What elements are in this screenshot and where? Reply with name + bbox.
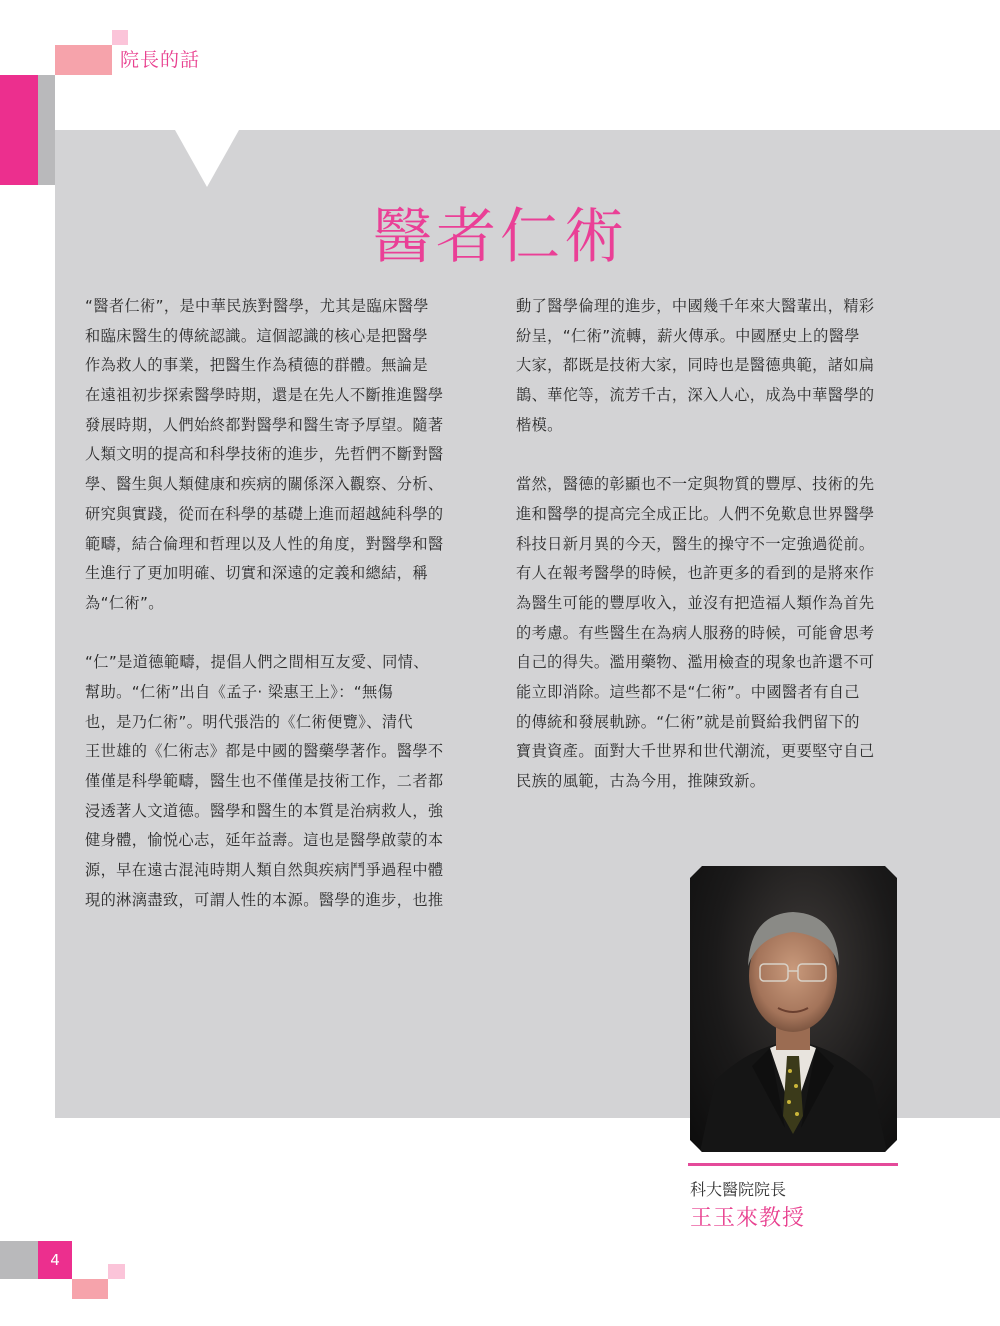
header-decoration-pink [55, 45, 112, 75]
article-line: 王世雄的《仁術志》都是中國的醫藥學著作。醫學不 [85, 742, 444, 761]
footer-decoration-pink [72, 1279, 108, 1299]
article-line: 有人在報考醫學的時候，也許更多的看到的是將來作 [516, 564, 875, 583]
article-line: 健身體，愉悦心志，延年益壽。這也是醫學啟蒙的本 [85, 831, 444, 850]
article-line: 人類文明的提高和科學技術的進步，先哲們不斷對醫 [85, 445, 444, 464]
article-line: 作為救人的事業，把醫生作為積德的群體。無論是 [85, 356, 428, 375]
article-line: 動了醫學倫理的進步，中國幾千年來大醫輩出，精彩 [516, 297, 875, 315]
article-line: 為醫生可能的豐厚收入，並沒有把造福人類作為首先 [516, 593, 875, 612]
article-line: 大家，都既是技術大家，同時也是醫德典範，諸如扁 [516, 356, 875, 375]
article-line: 學、醫生與人類健康和疾病的關係深入觀察、分析、 [85, 475, 444, 494]
footer-decoration-small [108, 1264, 125, 1279]
article-line: 也，是乃仁術”。明代張浩的《仁術便覽》、清代 [85, 712, 414, 731]
article-line: 僅僅是科學範疇，醫生也不僅僅是技術工作，二者都 [85, 772, 444, 790]
article-line: “醫者仁術”，是中華民族對醫學，尤其是臨床醫學 [85, 297, 429, 315]
section-title: 院長的話 [120, 49, 201, 71]
article-line: 源，早在遠古混沌時期人類自然與疾病鬥爭過程中體 [85, 861, 444, 880]
signature-role: 科大醫院院長 [690, 1180, 787, 1199]
article-line: 自己的得失。濫用藥物、濫用檢查的現象也許還不可 [516, 653, 875, 672]
article-line: 幫助。“仁術”出自《孟子· 梁惠王上》：“無傷 [85, 682, 394, 701]
article-line: 在遠祖初步探索醫學時期，還是在先人不斷推進醫學 [85, 386, 444, 405]
signature-divider [688, 1163, 898, 1166]
article-line: 現的淋漓盡致，可謂人性的本源。醫學的進步，也推 [85, 890, 444, 909]
article-line: 為“仁術”。 [85, 593, 164, 612]
article-line: 寶貴資產。面對大千世界和世代潮流，更要堅守自己 [516, 742, 875, 761]
article-line: 鵲、華佗等，流芳千古，深入人心，成為中華醫學的 [516, 386, 875, 405]
paragraph-break [85, 619, 475, 649]
article-left-column [85, 292, 475, 915]
footer-decoration-grey [0, 1241, 38, 1279]
paragraph-break [516, 440, 906, 470]
portrait-photo [690, 866, 897, 1152]
article-line: 研究與實踐，從而在科學的基礎上進而超越純科學的 [85, 504, 444, 523]
article-line: 發展時期，人們始終都對醫學和醫生寄予厚望。隨著 [85, 415, 444, 434]
article-line: 的考慮。有些醫生在為病人服務的時候，可能會思考 [516, 623, 875, 642]
signature-name: 王玉來教授 [690, 1206, 806, 1231]
article-line: 能立即消除。這些都不是“仁術”。中國醫者有自己 [516, 682, 860, 701]
article-line: 當然，醫德的彰顯也不一定與物質的豐厚、技術的先 [516, 475, 875, 494]
header-decoration-magenta [0, 75, 38, 185]
panel-notch [175, 130, 239, 187]
article-line: 楷模。 [516, 415, 563, 434]
article-line: 的傳統和發展軌跡。“仁術”就是前賢給我們留下的 [516, 712, 860, 731]
header-decoration-grey [38, 75, 55, 185]
portrait-figure [690, 866, 897, 1152]
article-line: “仁”是道德範疇，提倡人們之間相互友愛、同情、 [85, 653, 429, 672]
article-line: 浸透著人文道德。醫學和醫生的本質是治病救人，強 [85, 801, 444, 820]
header-decoration-small [112, 30, 128, 45]
article-right-column [516, 292, 906, 797]
article-line: 範疇，結合倫理和哲理以及人性的角度，對醫學和醫 [85, 534, 444, 553]
article-line: 進和醫學的提高完全成正比。人們不免歎息世界醫學 [516, 504, 875, 523]
page-number: 4 [50, 1251, 60, 1269]
article-line: 紛呈，“仁術”流轉，薪火傳承。中國歷史上的醫學 [516, 326, 860, 345]
article-line: 科技日新月異的今天，醫生的操守不一定強過從前。 [516, 534, 875, 553]
article-line: 和臨床醫生的傳統認識。這個認識的核心是把醫學 [85, 326, 428, 345]
article-title: 醫者仁術 [372, 202, 628, 272]
article-line: 民族的風範，古為今用，推陳致新。 [516, 772, 766, 790]
article-line: 生進行了更加明確、切實和深遠的定義和總結，稱 [85, 564, 428, 583]
